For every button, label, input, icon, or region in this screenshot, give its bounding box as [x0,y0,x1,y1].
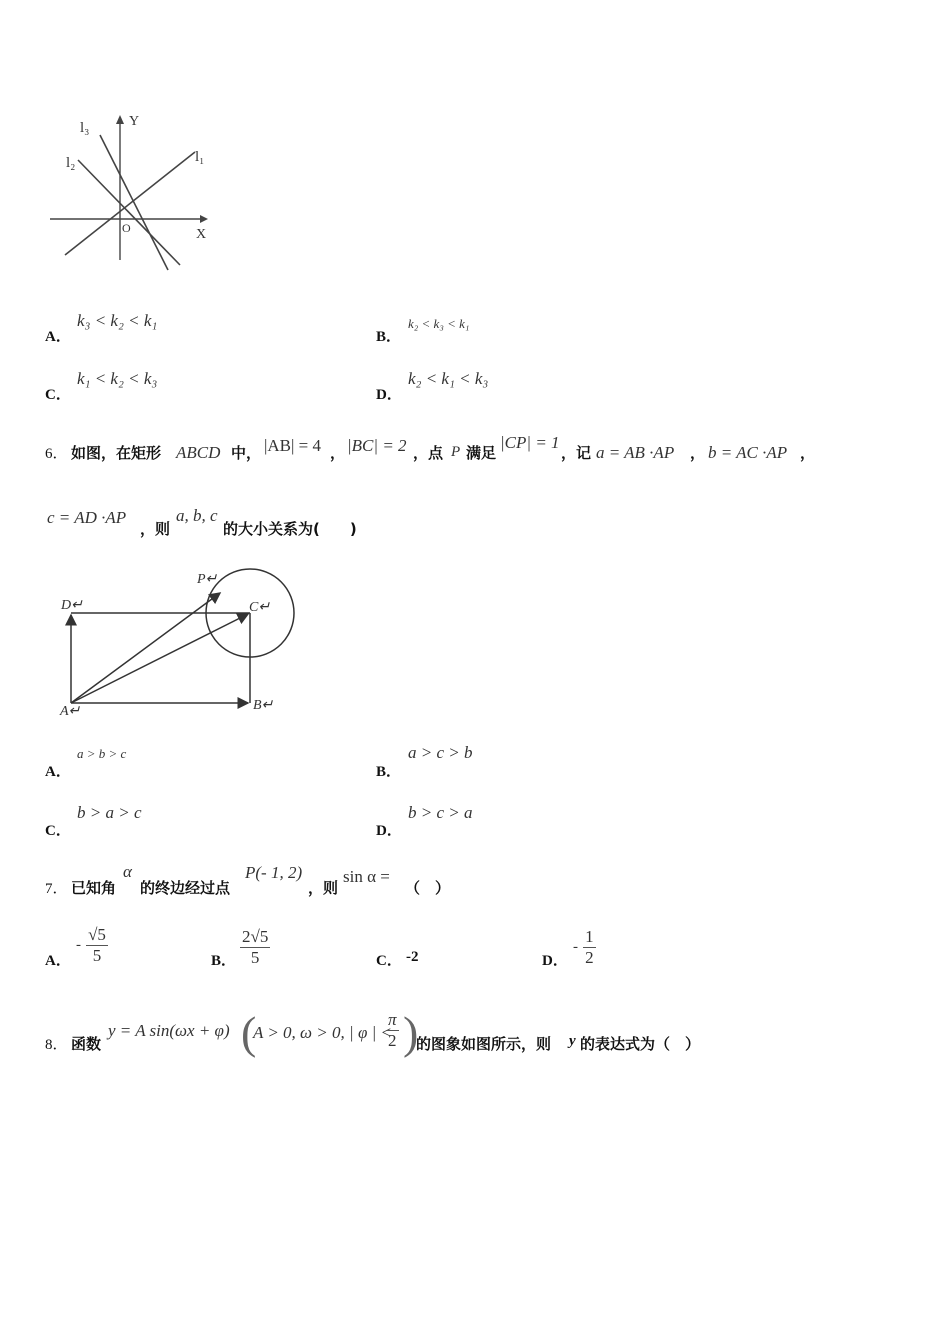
q6-math: ABCD [176,443,221,462]
q7-text: 已知角 [71,879,117,897]
origin-label: O [122,221,131,235]
q7-option-d-fraction [583,927,596,968]
q6-option-c-label: C． [45,823,71,839]
q6-option-d-text: b > c > a [408,803,473,822]
q7-text: （ ） [405,879,451,897]
q5-option-b-label: B． [376,329,402,345]
q5-option-a-text: k₃ < k₂ < k₁ [77,311,158,330]
q7-option-a-value [76,925,108,966]
q7-number: 7． [45,881,68,897]
pi-over-2-fraction [386,1010,399,1051]
q6-text: 如图，在矩形 [71,444,162,462]
label-a: A↵ [60,704,81,719]
q6-text: 满足 [466,444,497,462]
q8-math: A > 0, ω > 0, | φ | < [253,1023,392,1042]
q8-text: 函数 [71,1035,102,1053]
q7-option-b-label: B． [211,953,237,969]
fraction-denominator: 5 [250,948,260,967]
q6-math: |AB| = 4 [264,436,322,455]
q7-text: 的终边经过点 [140,879,231,897]
label-c: C↵ [249,600,271,615]
q6-math: a = AB ·AP [596,443,675,462]
q8-text: 的表达式为（ ） [580,1035,701,1053]
q7-option-c-text: -2 [406,949,419,965]
l2-label: l₂ [66,155,76,171]
q6-math: a, b, c [176,506,218,525]
q6-text: 中， [231,444,262,462]
vector-ac [71,614,248,703]
fraction-numerator: √5 [88,925,106,944]
q7-option-b-value [240,927,270,968]
q6-math: |CP| = 1 [500,433,560,452]
left-paren: ( [241,1007,257,1058]
q6-math: P [451,444,461,460]
label-b: B↵ [253,698,274,713]
fraction-numerator: 2√5 [242,927,269,946]
label-d: D↵ [61,598,83,613]
q5-option-d-text: k₂ < k₁ < k₃ [408,369,489,388]
x-axis-arrow [200,215,208,223]
q6-option-d-label: D． [376,823,402,839]
q7-line [45,860,495,896]
q7-option-d-sign: - [573,939,578,955]
q6-text: ，记 [561,444,592,462]
q8-math-y: y [569,1033,576,1049]
q7-option-c-label: C． [376,953,402,969]
label-p: P↵ [197,572,218,587]
q7-option-a-fraction [86,925,108,966]
fraction-denominator: 5 [92,946,102,965]
q6-math: b = AC ·AP [708,443,788,462]
q7-math: sin α = [343,867,390,886]
l1-label: l₁ [195,149,205,165]
q6-text: 的大小关系为( ) [223,520,357,538]
x-axis-label: X [196,227,207,242]
q8-number: 8． [45,1037,68,1053]
q5-line-graph [40,105,220,275]
q7-option-d-value [573,927,596,968]
q5-option-b-text: k₂ < k₃ < k₁ [408,316,470,331]
line-l3 [100,135,168,270]
q6-text: ， [330,444,346,462]
q6-number: 6． [45,446,68,462]
q7-option-a-sign: - [76,937,81,953]
right-paren: ) [403,1007,419,1058]
vector-ap [71,593,220,703]
l3-label: l₃ [80,120,90,136]
q7-option-a-label: A． [45,953,71,969]
q6-rectangle-figure [55,560,305,720]
q7-math: α [123,862,132,881]
q8-math: y = A sin(ωx + φ) [108,1021,230,1040]
q6-option-a-label: A． [45,764,71,780]
q8-text: 的图象如图所示，则 [416,1035,552,1053]
y-axis-arrow [116,115,124,124]
q5-option-d-label: D． [376,387,402,403]
q8-line [45,1008,745,1068]
fraction-denominator: 2 [388,1031,397,1050]
q6-option-b-label: B． [376,764,402,780]
q7-text: ，则 [308,879,339,897]
fraction-numerator: 1 [585,927,594,946]
q6-line2 [45,505,445,541]
q7-math: P(- 1, 2) [245,863,303,882]
q6-option-c-text: b > a > c [77,803,142,822]
q7-option-d-label: D． [542,953,568,969]
q5-option-c-label: C． [45,387,71,403]
q6-text: ，则 [140,520,171,538]
q6-math: c = AD ·AP [47,508,127,527]
q6-text: ，点 [413,444,444,462]
q6-math: |BC| = 2 [347,436,407,455]
q6-option-b-text: a > c > b [408,743,473,762]
q5-option-c-text: k₁ < k₂ < k₃ [77,369,158,388]
q6-text: ， [800,444,816,462]
q6-option-a-text: a > b > c [77,746,127,761]
q7-option-b-fraction [240,927,270,968]
y-axis-label: Y [129,114,140,129]
fraction-numerator: π [388,1010,397,1029]
q5-option-a-label: A． [45,329,71,345]
q6-text: ， [690,444,706,462]
fraction-denominator: 2 [585,948,594,967]
